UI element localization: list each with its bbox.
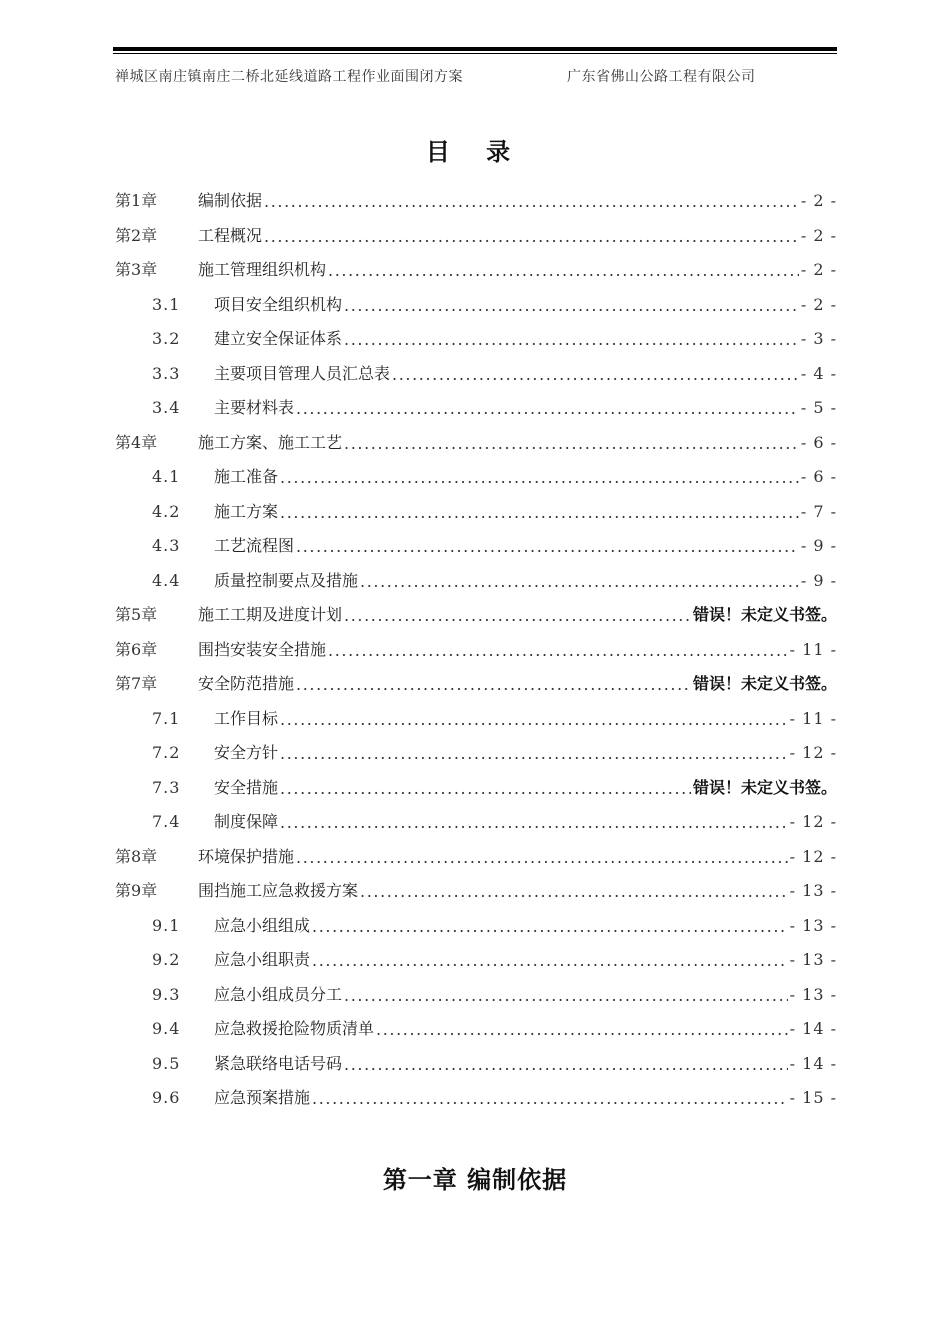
toc-entry-page-number: - 13 - bbox=[789, 881, 837, 900]
toc-dot-leader bbox=[280, 496, 799, 530]
toc-entry-label: 应急小组成员分工 bbox=[214, 984, 343, 1004]
toc-entry[interactable] bbox=[115, 322, 837, 357]
toc-entry-label: 制度保障 bbox=[214, 812, 279, 831]
toc-entry[interactable] bbox=[115, 253, 837, 288]
toc-entry-number: 第4章 bbox=[115, 432, 158, 452]
toc-dot-leader bbox=[328, 634, 788, 668]
toc-entry-page-number: - 11 - bbox=[789, 708, 837, 728]
toc-entry-number: 第5章 bbox=[115, 605, 158, 624]
toc-entry-number: 第9章 bbox=[115, 881, 158, 900]
toc-entry-number: 4.3 bbox=[152, 536, 181, 555]
toc-entry-label: 编制依据 bbox=[198, 191, 263, 210]
toc-entry[interactable] bbox=[115, 978, 837, 1013]
toc-entry-label: 项目安全组织机构 bbox=[214, 294, 343, 314]
toc-entry[interactable] bbox=[115, 357, 837, 392]
toc-dot-leader bbox=[360, 875, 788, 909]
toc-entry-number: 4.1 bbox=[152, 467, 181, 486]
toc-entry-page-number: - 13 - bbox=[789, 950, 837, 969]
toc-entry-page-number: - 13 - bbox=[789, 915, 837, 935]
toc-entry-label: 质量控制要点及措施 bbox=[214, 570, 359, 590]
toc-entry-page-number: - 15 - bbox=[789, 1088, 837, 1107]
toc-entry-number: 7.1 bbox=[152, 708, 181, 728]
toc-entry[interactable] bbox=[115, 874, 837, 909]
toc-entry-bookmark-error: 错误！未定义书签。 bbox=[692, 674, 837, 693]
toc-entry-page-number: - 2 - bbox=[800, 225, 837, 245]
toc-entry[interactable] bbox=[115, 219, 837, 254]
toc-dot-leader bbox=[328, 254, 799, 288]
toc-entry-label: 工艺流程图 bbox=[214, 536, 295, 555]
header-rule-thin bbox=[113, 53, 837, 54]
page-header bbox=[115, 66, 835, 86]
toc-entry-page-number: - 2 - bbox=[800, 260, 837, 279]
toc-entry-number: 9.5 bbox=[152, 1053, 181, 1073]
toc-dot-leader bbox=[296, 668, 691, 702]
toc-entry-label: 应急小组职责 bbox=[214, 950, 311, 969]
toc-dot-leader bbox=[312, 910, 788, 944]
toc-entry-page-number: - 14 - bbox=[789, 1053, 837, 1073]
toc-entry[interactable] bbox=[115, 771, 837, 806]
toc-entry-number: 第3章 bbox=[115, 260, 158, 279]
toc-dot-leader bbox=[344, 427, 799, 461]
header-rule-thick bbox=[113, 47, 837, 51]
toc-entry-page-number: - 6 - bbox=[800, 467, 837, 486]
toc-entry-label: 安全方针 bbox=[214, 743, 279, 762]
toc-entry[interactable] bbox=[115, 495, 837, 530]
toc-entry-bookmark-error: 错误！未定义书签。 bbox=[692, 605, 837, 624]
toc-entry[interactable] bbox=[115, 460, 837, 495]
toc-entry[interactable] bbox=[115, 1047, 837, 1082]
toc-entry-page-number: - 14 - bbox=[789, 1019, 837, 1038]
toc-entry-number: 9.4 bbox=[152, 1019, 181, 1038]
toc-entry-label: 安全措施 bbox=[214, 777, 279, 797]
toc-dot-leader bbox=[392, 358, 799, 392]
toc-entry-number: 第6章 bbox=[115, 639, 158, 659]
toc-entry-label: 主要材料表 bbox=[214, 398, 295, 417]
toc-entry-page-number: - 2 - bbox=[800, 191, 837, 210]
toc-entry-number: 3.4 bbox=[152, 398, 181, 417]
toc-dot-leader bbox=[360, 565, 799, 599]
toc-entry-label: 施工准备 bbox=[214, 467, 279, 486]
toc-entry-label: 围挡施工应急救援方案 bbox=[198, 881, 359, 900]
toc-entry-label: 安全防范措施 bbox=[198, 674, 295, 693]
toc-entry-number: 9.2 bbox=[152, 950, 181, 969]
toc-entry-number: 第8章 bbox=[115, 846, 158, 866]
toc-entry-label: 施工方案 bbox=[214, 501, 279, 521]
toc-dot-leader bbox=[344, 979, 788, 1013]
toc-entry-label: 施工方案、施工工艺 bbox=[198, 432, 343, 452]
toc-entry-number: 第2章 bbox=[115, 225, 158, 245]
toc-entry-page-number: - 12 - bbox=[789, 743, 837, 762]
toc-entry-label: 工作目标 bbox=[214, 708, 279, 728]
toc-dot-leader bbox=[280, 703, 788, 737]
toc-entry[interactable] bbox=[115, 633, 837, 668]
toc-entry-page-number: - 2 - bbox=[800, 294, 837, 314]
header-project-title: 禅城区南庄镇南庄二桥北延线道路工程作业面围闭方案 bbox=[115, 69, 463, 85]
toc-dot-leader bbox=[312, 1082, 788, 1116]
toc-entry-number: 3.2 bbox=[152, 329, 181, 348]
toc-entry-label: 应急小组组成 bbox=[214, 915, 311, 935]
toc-entry[interactable] bbox=[115, 1012, 837, 1047]
toc-dot-leader bbox=[264, 185, 799, 219]
toc-entry-number: 7.2 bbox=[152, 743, 181, 762]
toc-entry-number: 9.3 bbox=[152, 984, 181, 1004]
toc-dot-leader bbox=[296, 530, 799, 564]
toc-entry-page-number: - 13 - bbox=[789, 984, 837, 1004]
toc-entry[interactable] bbox=[115, 1081, 837, 1116]
toc-entry-number: 3.1 bbox=[152, 294, 181, 314]
toc-entry-page-number: - 5 - bbox=[800, 398, 837, 417]
toc-entry[interactable] bbox=[115, 391, 837, 426]
toc-entry[interactable] bbox=[115, 667, 837, 702]
toc-entry-number: 9.1 bbox=[152, 915, 181, 935]
toc-entry-number: 第7章 bbox=[115, 674, 158, 693]
chapter-heading: 第一章 编制依据 bbox=[382, 1166, 568, 1194]
toc-entry[interactable] bbox=[115, 288, 837, 323]
toc-dot-leader bbox=[344, 323, 799, 357]
header-company-name: 广东省佛山公路工程有限公司 bbox=[567, 69, 756, 85]
toc-entry-label: 围挡安装安全措施 bbox=[198, 639, 327, 659]
toc-entry-bookmark-error: 错误！未定义书签。 bbox=[692, 777, 837, 797]
toc-entry[interactable] bbox=[115, 805, 837, 840]
toc-entry-number: 9.6 bbox=[152, 1088, 181, 1107]
toc-entry-label: 应急救援抢险物质清单 bbox=[214, 1019, 375, 1038]
toc-entry[interactable] bbox=[115, 702, 837, 737]
toc-entry-number: 第1章 bbox=[115, 191, 158, 210]
toc-entry-label: 应急预案措施 bbox=[214, 1088, 311, 1107]
toc-entry-number: 7.4 bbox=[152, 812, 181, 831]
toc-entry[interactable] bbox=[115, 909, 837, 944]
toc-entry-page-number: - 4 - bbox=[800, 363, 837, 383]
toc-dot-leader bbox=[264, 220, 799, 254]
toc-dot-leader bbox=[296, 392, 799, 426]
toc-entry-page-number: - 6 - bbox=[800, 432, 837, 452]
toc-entry-page-number: - 9 - bbox=[800, 570, 837, 590]
toc-dot-leader bbox=[344, 289, 799, 323]
toc-entry-label: 环境保护措施 bbox=[198, 846, 295, 866]
toc-entry-number: 3.3 bbox=[152, 363, 181, 383]
toc-dot-leader bbox=[344, 1048, 788, 1082]
toc-entry[interactable] bbox=[115, 736, 837, 771]
toc-dot-leader bbox=[280, 772, 691, 806]
toc-dot-leader bbox=[296, 841, 788, 875]
toc-entry-label: 主要项目管理人员汇总表 bbox=[214, 363, 391, 383]
toc-entry[interactable] bbox=[115, 598, 837, 633]
toc-entry-number: 4.2 bbox=[152, 501, 181, 521]
toc-title: 目 录 bbox=[425, 138, 525, 166]
toc-entry-page-number: - 7 - bbox=[800, 501, 837, 521]
toc-entry[interactable] bbox=[115, 426, 837, 461]
toc-entry-label: 工程概况 bbox=[198, 225, 263, 245]
toc-entry[interactable] bbox=[115, 184, 837, 219]
toc-entry[interactable] bbox=[115, 529, 837, 564]
toc-entry-page-number: - 11 - bbox=[789, 639, 837, 659]
toc-dot-leader bbox=[280, 461, 799, 495]
toc-dot-leader bbox=[312, 944, 788, 978]
toc-entry-label: 施工管理组织机构 bbox=[198, 260, 327, 279]
toc-dot-leader bbox=[344, 599, 691, 633]
toc-dot-leader bbox=[376, 1013, 788, 1047]
toc-entry-page-number: - 3 - bbox=[800, 329, 837, 348]
toc-dot-leader bbox=[280, 806, 788, 840]
toc-entry[interactable] bbox=[115, 840, 837, 875]
table-of-contents bbox=[115, 184, 837, 1116]
toc-entry-number: 4.4 bbox=[152, 570, 181, 590]
toc-entry-label: 紧急联络电话号码 bbox=[214, 1053, 343, 1073]
toc-entry-number: 7.3 bbox=[152, 777, 181, 797]
toc-dot-leader bbox=[280, 737, 788, 771]
toc-entry[interactable] bbox=[115, 564, 837, 599]
toc-entry-page-number: - 12 - bbox=[789, 846, 837, 866]
toc-entry-label: 建立安全保证体系 bbox=[214, 329, 343, 348]
toc-entry-label: 施工工期及进度计划 bbox=[198, 605, 343, 624]
toc-entry-page-number: - 9 - bbox=[800, 536, 837, 555]
toc-entry-page-number: - 12 - bbox=[789, 812, 837, 831]
toc-entry[interactable] bbox=[115, 943, 837, 978]
